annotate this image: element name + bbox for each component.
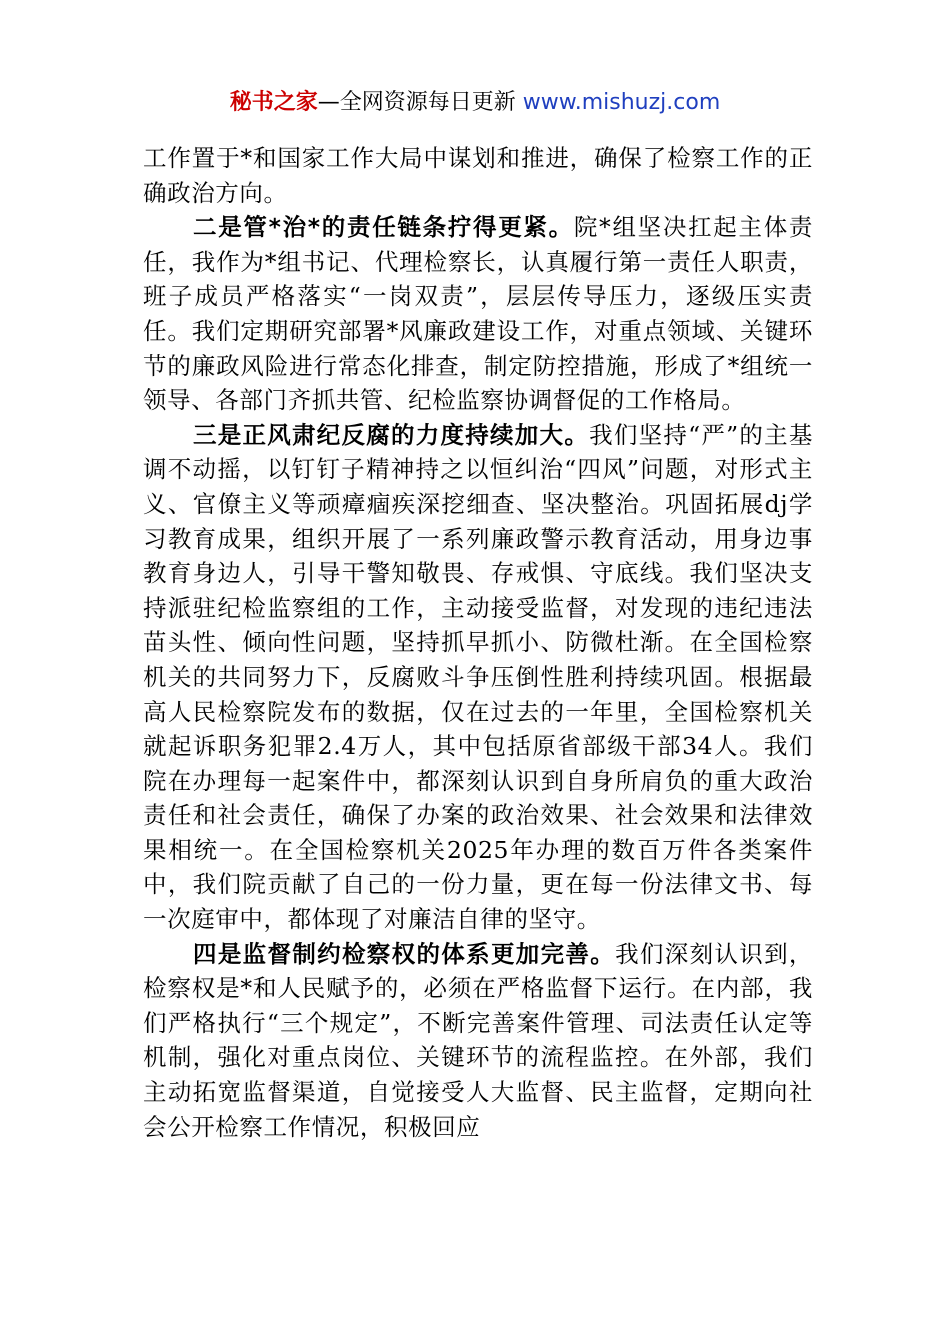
paragraph-continued	[143, 141, 813, 210]
brand-name: 秘书之家	[229, 90, 318, 115]
document-body	[143, 141, 813, 1144]
paragraph-point-two	[143, 210, 813, 418]
paragraph-point-four	[143, 937, 813, 1145]
paragraph-text: 工作置于*和国家工作大局中谋划和推进，确保了检察工作的正确政治方向。	[143, 144, 813, 207]
paragraph-heading: 四是监督制约检察权的体系更加完善。	[193, 939, 616, 968]
paragraph-text: 我们深刻认识到，检察权是*和人民赋予的，必须在严格监督下运行。在内部，我们严格执行“三个规定”，不断完善案件管理、司法责任认定等机制，强化对重点岗位、关键环节的流程监控。在外部，我们主动拓宽监督渠道，自觉接受人大监督、民主监督，定期向社会公开检察工作情况，积极回应	[143, 939, 813, 1141]
paragraph-heading: 三是正风肃纪反腐的力度持续加大。	[193, 420, 590, 449]
paragraph-text: 我们坚持“严”的主基调不动摇，以钉钉子精神持之以恒纠治“四风”问题，对形式主义、官僚主义等顽瘴痼疾深挖细查、坚决整治。巩固拓展dj学习教育成果，组织开展了一系列廉政警示教育活动，用身边事教育身边人，引导干警知敬畏、存戒惧、守底线。我们坚决支持派驻纪检监察组的工作，主动接受监督，对发现的违纪违法苗头性、倾向性问题，坚持抓早抓小、防微杜渐。在全国检察机关的共同努力下，反腐败斗争压倒性胜利持续巩固。根据最高人民检察院发布的数据，仅在过去的一年里，全国检察机关就起诉职务犯罪2.4万人，其中包括原省部级干部34人。我们院在办理每一起案件中，都深刻认识到自身所肩负的重大政治责任和社会责任，确保了办案的政治效果、社会效果和法律效果相统一。在全国检察机关2025年办理的数百万件各类案件中，我们院贡献了自己的一份力量，更在每一份法律文书、每一次庭审中，都体现了对廉洁自律的坚守。	[143, 420, 813, 934]
header-tagline: —全网资源每日更新	[317, 90, 523, 115]
paragraph-point-three	[143, 418, 813, 937]
paragraph-heading: 二是管*治*的责任链条拧得更紧。	[193, 213, 574, 242]
paragraph-text: 院*组坚决扛起主体责任，我作为*组书记、代理检察长，认真履行第一责任人职责，班子成员严格落实“一岗双责”，层层传导压力，逐级压实责任。我们定期研究部署*风廉政建设工作，对重点领域、关键环节的廉政风险进行常态化排查，制定防控措施，形成了*组统一领导、各部门齐抓共管、纪检监察协调督促的工作格局。	[143, 213, 814, 415]
site-url-link[interactable]: www.mishuzj.com	[522, 90, 721, 115]
page-header	[0, 86, 950, 120]
